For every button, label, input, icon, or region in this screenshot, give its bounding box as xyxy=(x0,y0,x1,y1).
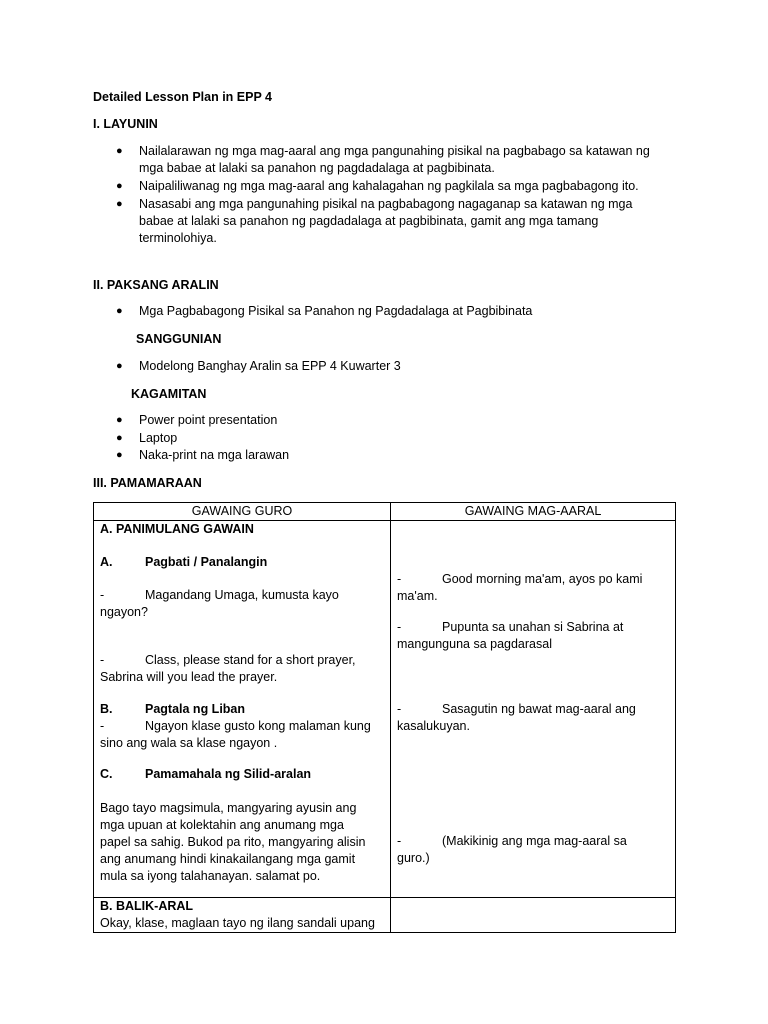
bullet-icon: ● xyxy=(116,449,123,461)
lesson-table xyxy=(93,502,676,933)
guro-prayer-text: - Class, please stand for a short prayer, Sabrina will you lead the prayer. xyxy=(100,653,356,684)
heading-pamamaraan: III. PAMAMARAAN xyxy=(93,476,202,490)
document-page: Detailed Lesson Plan in EPP 4 I. LAYUNIN ● Nailalarawan ng mga mag-aaral ang mga pangunahing pisikal na pagbabago sa katawan ng mga babae at lalaki sa panahon ng pagdadalaga at pagbibinata. ● Naipaliliwanag ng mga mag-aaral ang kahalagahan ng pagkilala sa mga pagbabagong ito. ● Nasasabi ang mga pangunahing pisikal na pagbabagong nagaganap sa katawan ng mga babae at lalaki sa panahon ng pagdadalaga at pagbibinata, gamit ang mga tamang terminolohiya. II. PAKSANG ARALIN ● Mga Pagbabagong Pisikal sa Panahon ng Pagdadalaga at Pagbibinata SANGGUNIAN ● Modelong Banghay Aralin sa EPP 4 Kuwarter 3 KAGAMITAN ● Power point presentation ● Laptop ● Naka-print na mga larawan III. PAMAMARAAN GAWAING GURO GAWAING MAG-AARAL A. PANIMULANG GAWAIN A. Pagbati / Panalangin - Magandang Umaga, kumusta kayo ngayon? - Class, please stand for a short prayer, Sabrina will you lead the prayer. B. Pagtala ng Liban - Ngayon klase gusto kong malaman kung sino ang wala sa klase ngayon . C. Pamamahala ng Silid-aralan Bago tayo magsimula, mangyaring ayusin ang mga upuan at kolektahin ang anumang mga papel sa sahig. Bukod pa rito, mangyaring alisin ang anumang hindi kinakailangang mga gamit mula sa iyong talahanayan. salamat po. - Good morning ma'am, ayos po kami ma'am. - Pupunta sa unahan si Sabrina at mangunguna sa pagdarasal - Sasagutin ng bawat mag-aaral ang kasalukuyan. - (Makikinig ang mga mag-aaral sa guro.) B. BALIK-ARAL Okay, klase, maglaan tayo ng ilang sandali upang xyxy=(0,0,768,1024)
subheading-pamamahala: C. Pamamahala ng Silid-aralan xyxy=(100,767,312,781)
guro-greeting-text: - Magandang Umaga, kumusta kayo ngayon? xyxy=(100,588,339,619)
section-panimulang-gawain: A. PANIMULANG GAWAIN xyxy=(100,522,254,536)
column-header-guro: GAWAING GURO xyxy=(94,503,391,521)
table-row xyxy=(94,521,676,898)
mag-aaral-cell xyxy=(391,898,676,933)
student-listen-text: - (Makikinig ang mga mag-aaral sa guro.) xyxy=(397,834,627,865)
bullet-icon: ● xyxy=(116,360,123,372)
bullet-icon: ● xyxy=(116,198,123,210)
bullet-icon: ● xyxy=(116,145,123,157)
bullet-icon: ● xyxy=(116,432,123,444)
table-header-row xyxy=(94,503,676,521)
student-liban-text: - Sasagutin ng bawat mag-aaral ang kasalukuyan. xyxy=(397,702,636,733)
table-row xyxy=(94,898,676,933)
bullet-icon: ● xyxy=(116,414,123,426)
subheading-pagbati: A. Pagbati / Panalangin xyxy=(100,555,268,569)
section-balik-aral: B. BALIK-ARAL xyxy=(100,899,194,913)
balik-aral-text: Okay, klase, maglaan tayo ng ilang sandali upang xyxy=(100,916,375,930)
guro-liban-text: - Ngayon klase gusto kong malaman kung sino ang wala sa klase ngayon . xyxy=(100,719,371,750)
heading-sanggunian: SANGGUNIAN xyxy=(136,332,222,346)
heading-paksang-aralin: II. PAKSANG ARALIN xyxy=(93,278,219,292)
subheading-pagtala: B. Pagtala ng Liban xyxy=(100,702,246,716)
student-greeting-text: - Good morning ma'am, ayos po kami ma'am. xyxy=(397,572,643,603)
guro-cell xyxy=(94,521,391,898)
bullet-icon: ● xyxy=(116,180,123,192)
heading-kagamitan: KAGAMITAN xyxy=(131,387,207,401)
guro-pamamahala-text: Bago tayo magsimula, mangyaring ayusin ang mga upuan at kolektahin ang anumang mga papel sa sahig. Bukod pa rito, mangyaring alisin ang anumang hindi kinakailangang mga gamit mula sa iyong talahanayan. salamat po. xyxy=(100,801,366,883)
student-prayer-text: - Pupunta sa unahan si Sabrina at mangunguna sa pagdarasal xyxy=(397,620,624,651)
document-title: Detailed Lesson Plan in EPP 4 xyxy=(93,90,272,104)
heading-layunin: I. LAYUNIN xyxy=(93,117,158,131)
mag-aaral-cell xyxy=(391,521,676,898)
column-header-mag-aaral: GAWAING MAG-AARAL xyxy=(391,503,676,521)
guro-cell xyxy=(94,898,391,933)
bullet-icon: ● xyxy=(116,305,123,317)
